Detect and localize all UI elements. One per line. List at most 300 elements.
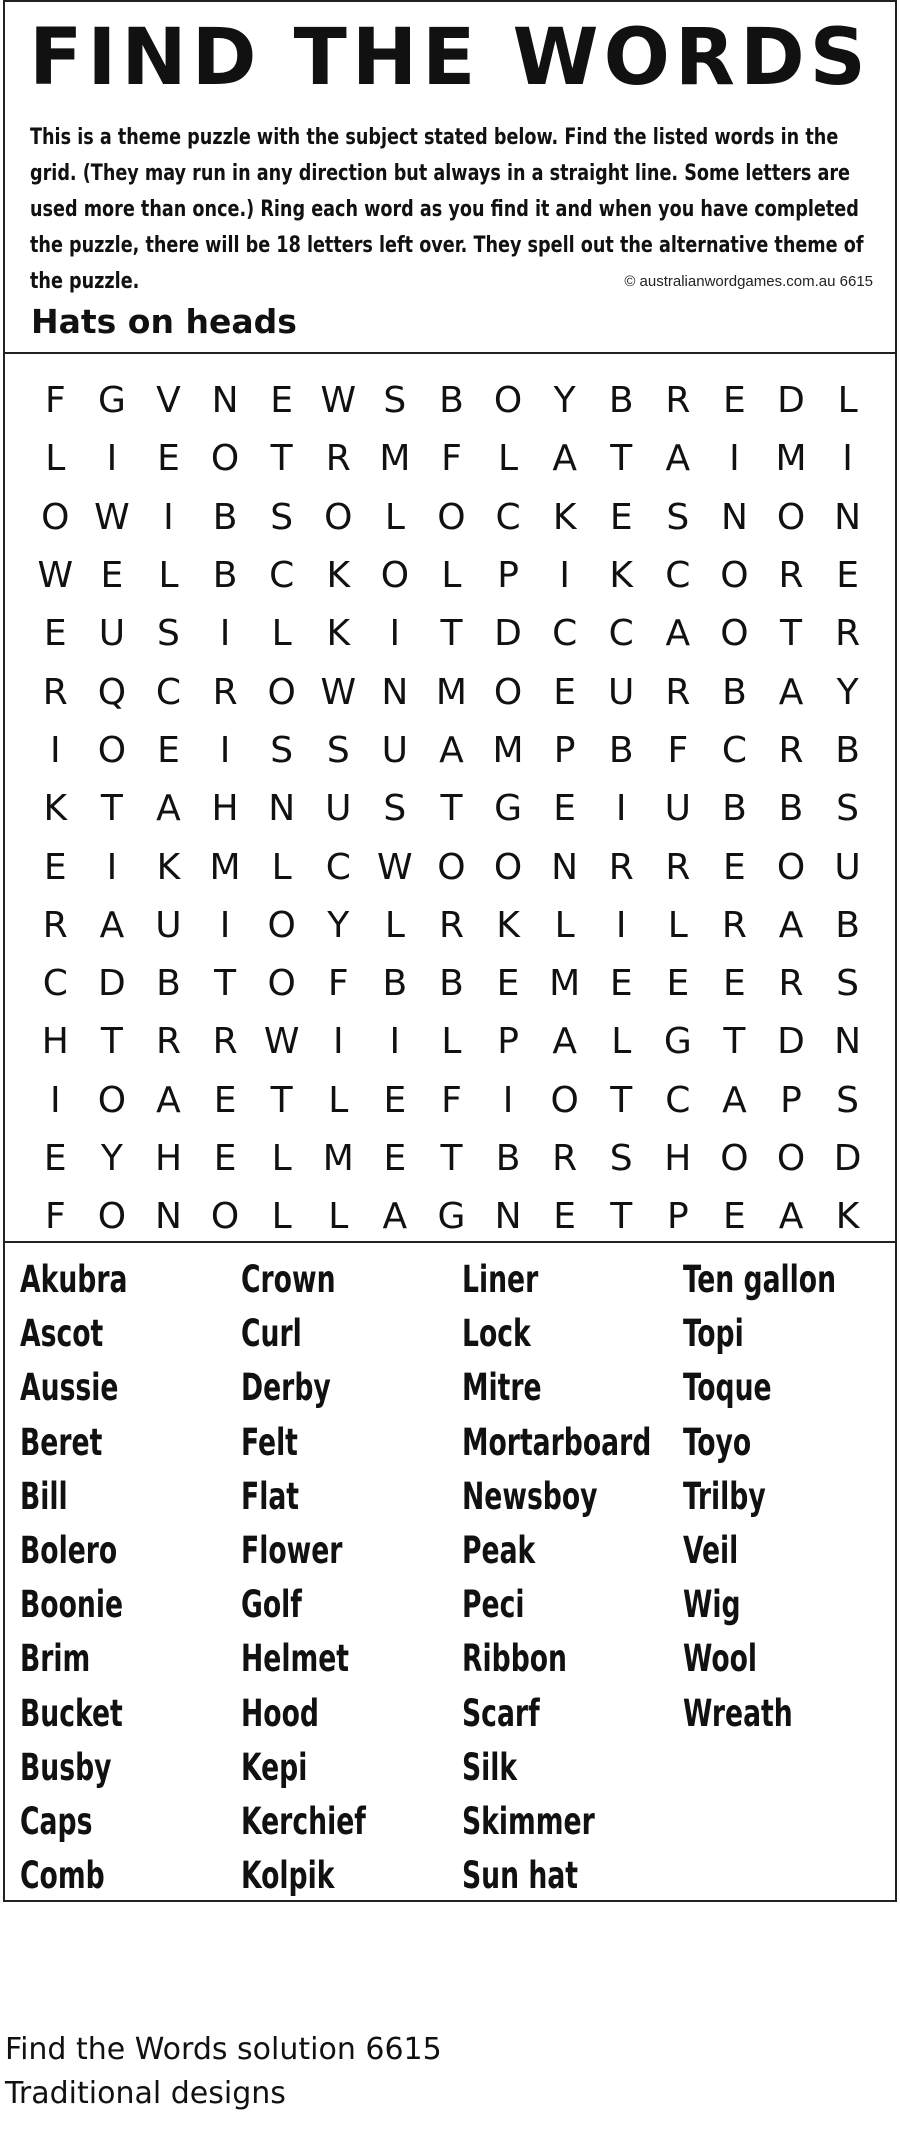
grid-letter[interactable]: E (553, 788, 577, 830)
grid-letter[interactable]: B (778, 788, 804, 830)
grid-letter[interactable]: R (778, 555, 804, 597)
grid-letter[interactable]: A (778, 904, 804, 946)
grid-letter[interactable]: I (332, 1021, 344, 1063)
grid-letter[interactable]: E (213, 1138, 237, 1179)
grid-letter[interactable]: R (835, 613, 861, 655)
word-list-item: Wig (683, 1583, 741, 1627)
word-list-item: Wool (683, 1637, 758, 1681)
grid-letter[interactable]: L (271, 1196, 292, 1238)
word-list-item: Wreath (683, 1691, 793, 1735)
grid-letter[interactable]: O (776, 496, 806, 538)
grid-letter[interactable]: Q (97, 671, 127, 713)
grid-letter[interactable]: A (156, 788, 181, 830)
word-list-item: Beret (20, 1420, 103, 1464)
grid-letter[interactable]: O (267, 904, 296, 946)
grid-letter[interactable]: I (389, 1021, 401, 1063)
grid-letter[interactable]: F (441, 1079, 462, 1121)
grid-letter[interactable]: E (723, 846, 746, 888)
grid-letter[interactable]: V (156, 380, 181, 422)
word-list-item: Golf (241, 1583, 302, 1627)
grid-letter[interactable]: A (778, 671, 804, 713)
word-list-item: Boonie (20, 1583, 124, 1627)
word-list-item: Akubra (20, 1258, 128, 1301)
word-list-item: Ascot (20, 1312, 104, 1356)
grid-letter[interactable]: K (552, 496, 577, 538)
grid-letter[interactable]: C (42, 963, 68, 1005)
grid-letter[interactable]: D (777, 1021, 805, 1063)
grid-letter[interactable]: L (441, 555, 462, 597)
grid-letter[interactable]: N (381, 671, 409, 713)
grid-letter[interactable]: L (45, 438, 66, 480)
word-list-item: Silk (462, 1745, 518, 1789)
grid-letter[interactable]: P (553, 729, 576, 771)
grid-letter[interactable]: L (611, 1021, 632, 1063)
grid-letter[interactable]: L (667, 904, 688, 946)
grid-row (27, 1013, 877, 1071)
grid-letter[interactable]: S (836, 788, 860, 830)
grid-letter[interactable]: R (665, 380, 691, 422)
grid-row (27, 955, 877, 1013)
word-list-item: Flat (241, 1474, 300, 1518)
word-list-item: Bill (20, 1474, 68, 1518)
grid-letter[interactable]: T (610, 1196, 633, 1238)
word-column-4 (683, 1253, 874, 1741)
word-list-item: Topi (683, 1312, 744, 1356)
grid-letter[interactable]: E (43, 846, 67, 888)
grid-letter[interactable]: I (219, 613, 231, 655)
grid-letter[interactable]: I (559, 555, 570, 597)
grid-letter[interactable]: M (209, 846, 241, 888)
word-list-item: Scarf (462, 1691, 540, 1735)
grid-letter[interactable]: K (326, 555, 351, 597)
grid-letter[interactable]: A (156, 1079, 181, 1121)
word-list-item: Toque (683, 1366, 772, 1410)
word-list-item: Derby (241, 1366, 331, 1410)
grid-letter[interactable]: W (377, 846, 413, 888)
grid-letter[interactable]: L (554, 904, 575, 946)
grid-letter[interactable]: B (212, 496, 238, 538)
grid-letter[interactable]: T (780, 613, 803, 655)
grid-letter[interactable]: A (552, 438, 577, 480)
grid-letter[interactable]: S (270, 729, 294, 771)
grid-letter[interactable]: U (664, 788, 691, 830)
puzzle-title: FIND THE WORDS (29, 13, 871, 103)
letter-grid (27, 372, 877, 1246)
grid-letter[interactable]: B (439, 380, 464, 422)
grid-letter[interactable]: L (328, 1196, 349, 1238)
grid-letter[interactable]: R (155, 1021, 181, 1063)
grid-letter[interactable]: E (609, 496, 633, 538)
grid-letter[interactable]: I (163, 496, 174, 538)
grid-letter[interactable]: O (720, 1138, 749, 1179)
copyright-notice: © australianwordgames.com.au 6615 (624, 273, 873, 290)
grid-letter[interactable]: H (664, 1138, 692, 1179)
grid-letter[interactable]: O (97, 729, 127, 771)
word-list-item: Ten gallon (683, 1258, 837, 1301)
grid-letter[interactable]: O (210, 1196, 240, 1238)
grid-letter[interactable]: T (440, 788, 463, 830)
grid-letter[interactable]: G (663, 1021, 692, 1063)
grid-letter[interactable]: K (326, 613, 351, 655)
grid-letter[interactable]: B (835, 729, 860, 771)
grid-letter[interactable]: Y (100, 1138, 123, 1179)
word-list-item: Curl (241, 1312, 302, 1356)
grid-letter[interactable]: L (837, 380, 858, 422)
grid-letter[interactable]: M (435, 671, 467, 713)
grid-letter[interactable]: D (98, 963, 126, 1005)
grid-letter[interactable]: L (271, 613, 292, 655)
word-column-2 (241, 1253, 397, 1903)
grid-letter[interactable]: C (155, 671, 182, 713)
grid-letter[interactable]: B (608, 729, 634, 771)
grid-letter[interactable]: G (437, 1196, 466, 1238)
grid-row (27, 547, 877, 605)
solution-answer: Traditional designs (5, 2076, 286, 2111)
grid-letter[interactable]: C (665, 555, 691, 597)
grid-letter[interactable]: S (383, 380, 407, 422)
word-list-item: Brim (20, 1637, 91, 1681)
grid-letter[interactable]: R (778, 963, 804, 1005)
grid-letter[interactable]: G (97, 380, 126, 422)
grid-letter[interactable]: E (157, 729, 180, 771)
grid-letter[interactable]: C (721, 729, 747, 771)
grid-letter[interactable]: L (441, 1021, 462, 1063)
grid-letter[interactable]: O (776, 1138, 806, 1179)
grid-row (27, 605, 877, 663)
word-list-item: Comb (20, 1854, 105, 1898)
grid-letter[interactable]: U (381, 729, 409, 771)
grid-letter[interactable]: R (665, 846, 691, 888)
grid-letter[interactable]: E (836, 555, 859, 597)
grid-letter[interactable]: T (270, 438, 293, 480)
grid-row (27, 1188, 877, 1246)
grid-letter[interactable]: E (553, 1196, 577, 1238)
word-list-item: Bolero (20, 1529, 118, 1573)
word-list-item: Liner (462, 1258, 539, 1301)
grid-letter[interactable]: N (155, 1196, 182, 1238)
grid-row (27, 722, 877, 780)
grid-letter[interactable]: T (214, 963, 237, 1005)
grid-row (27, 372, 877, 430)
grid-letter[interactable]: W (320, 380, 357, 422)
word-list-item: Hood (241, 1691, 319, 1735)
grid-letter[interactable]: E (270, 380, 294, 422)
grid-letter[interactable]: O (437, 496, 466, 538)
word-list-item: Bucket (20, 1691, 123, 1735)
grid-letter[interactable]: F (327, 963, 349, 1005)
grid-letter[interactable]: O (493, 671, 523, 713)
grid-letter[interactable]: R (438, 904, 464, 946)
grid-letter[interactable]: U (608, 671, 635, 713)
word-list-item: Sun hat (462, 1854, 579, 1898)
word-list-item: Lock (462, 1312, 531, 1356)
grid-letter[interactable]: E (157, 438, 180, 480)
grid-letter[interactable]: P (666, 1196, 689, 1238)
grid-letter[interactable]: B (835, 904, 860, 946)
puzzle-card (3, 0, 897, 1902)
grid-letter[interactable]: C (325, 846, 351, 888)
grid-letter[interactable]: I (615, 788, 627, 830)
grid-letter[interactable]: R (721, 904, 747, 946)
grid-letter[interactable]: T (270, 1079, 293, 1121)
grid-letter[interactable]: L (384, 904, 405, 946)
grid-letter[interactable]: O (267, 671, 296, 713)
grid-letter[interactable]: E (723, 380, 746, 422)
grid-letter[interactable]: B (156, 963, 181, 1005)
grid-letter[interactable]: D (833, 1138, 862, 1179)
grid-letter[interactable]: B (495, 1138, 521, 1179)
grid-letter[interactable]: A (722, 1079, 747, 1121)
grid-letter[interactable]: O (720, 555, 749, 597)
grid-letter[interactable]: E (609, 963, 633, 1005)
grid-letter[interactable]: L (384, 496, 405, 538)
grid-letter[interactable]: L (328, 1079, 349, 1121)
word-list-item: Newsboy (462, 1474, 598, 1518)
word-list-item: Peak (462, 1529, 536, 1573)
grid-letter[interactable]: K (43, 788, 68, 830)
grid-letter[interactable]: T (100, 1021, 123, 1063)
grid-row (27, 780, 877, 838)
word-list (5, 1243, 895, 1898)
grid-letter[interactable]: M (549, 963, 581, 1005)
grid-letter[interactable]: I (615, 904, 627, 946)
grid-letter[interactable]: E (496, 963, 520, 1005)
grid-letter[interactable]: Y (836, 671, 859, 713)
grid-letter[interactable]: S (157, 613, 180, 655)
grid-letter[interactable]: E (553, 671, 577, 713)
grid-letter[interactable]: L (498, 438, 519, 480)
grid-letter[interactable]: S (609, 1138, 633, 1179)
grid-letter[interactable]: P (780, 1079, 802, 1121)
grid-letter[interactable]: D (777, 380, 805, 422)
grid-row (27, 430, 877, 488)
word-list-item: Kolpik (241, 1854, 335, 1898)
grid-letter[interactable]: O (493, 846, 523, 888)
grid-letter[interactable]: N (834, 496, 862, 538)
grid-letter[interactable]: O (437, 846, 466, 888)
grid-letter[interactable]: I (729, 438, 740, 480)
grid-letter[interactable]: B (439, 963, 464, 1005)
grid-letter[interactable]: H (154, 1138, 183, 1179)
grid-letter[interactable]: L (158, 555, 179, 597)
grid-letter[interactable]: R (608, 846, 634, 888)
word-column-3 (462, 1253, 699, 1903)
grid-letter[interactable]: W (37, 555, 74, 597)
grid-letter[interactable]: D (494, 613, 522, 655)
word-list-item: Trilby (683, 1474, 766, 1518)
grid-letter[interactable]: W (320, 671, 357, 713)
grid-row (27, 1130, 877, 1188)
grid-letter[interactable]: R (778, 729, 804, 771)
grid-letter[interactable]: C (269, 555, 295, 597)
word-list-item: Felt (241, 1420, 298, 1464)
grid-letter[interactable]: M (379, 438, 411, 480)
word-list-item: Caps (20, 1800, 93, 1844)
grid-letter[interactable]: C (665, 1079, 691, 1121)
grid-letter[interactable]: F (44, 1196, 66, 1238)
grid-letter[interactable]: K (609, 555, 634, 597)
word-list-item: Kepi (241, 1745, 308, 1789)
grid-row (27, 663, 877, 721)
grid-letter[interactable]: R (212, 671, 238, 713)
grid-letter[interactable]: K (835, 1196, 860, 1238)
grid-letter[interactable]: I (502, 1079, 514, 1121)
grid-letter[interactable]: N (211, 380, 239, 422)
grid-letter[interactable]: C (495, 496, 521, 538)
grid-letter[interactable]: A (439, 729, 464, 771)
grid-letter[interactable]: O (97, 1196, 127, 1238)
grid-row (27, 897, 877, 955)
grid-letter[interactable]: C (552, 613, 578, 655)
grid-letter[interactable]: O (97, 1079, 127, 1121)
grid-letter[interactable]: O (550, 1079, 579, 1121)
grid-letter[interactable]: A (99, 904, 125, 946)
grid-letter[interactable]: R (42, 671, 68, 713)
grid-letter[interactable]: N (834, 1021, 862, 1063)
grid-letter[interactable]: O (210, 438, 240, 480)
grid-letter[interactable]: E (213, 1079, 237, 1121)
grid-letter[interactable]: P (497, 555, 519, 597)
grid-letter[interactable]: L (271, 1138, 292, 1179)
grid-letter[interactable]: S (666, 496, 690, 538)
grid-letter[interactable]: U (834, 846, 861, 888)
grid-letter[interactable]: I (49, 1079, 61, 1121)
grid-letter[interactable]: S (383, 788, 407, 830)
word-list-item: Aussie (20, 1366, 119, 1410)
grid-letter[interactable]: B (722, 671, 747, 713)
grid-letter[interactable]: S (326, 729, 350, 771)
grid-letter[interactable]: T (723, 1021, 746, 1063)
grid-letter[interactable]: R (325, 438, 351, 480)
instructions-text: This is a theme puzzle with the subject stated below. Find the listed words in the grid. (They may run in any direction but always in a straight line. Some letters are used more than once.) Ring each word as you find it and when you have completed the puzzle, there will be 18 letters left over. They spell out the alternative theme of the puzzle. (30, 124, 864, 294)
grid-letter[interactable]: O (41, 496, 70, 538)
grid-row (27, 1072, 877, 1130)
grid-letter[interactable]: B (382, 963, 408, 1005)
grid-letter[interactable]: E (383, 1138, 407, 1179)
grid-letter[interactable]: E (723, 1196, 746, 1238)
grid-letter[interactable]: F (441, 438, 462, 480)
word-list-item: Busby (20, 1745, 112, 1789)
grid-letter[interactable]: E (723, 963, 746, 1005)
grid-letter[interactable]: T (440, 613, 463, 655)
word-list-item: Kerchief (241, 1800, 366, 1844)
grid-letter[interactable]: O (776, 846, 806, 888)
letter-grid-area (5, 354, 895, 1243)
grid-letter[interactable]: T (610, 438, 633, 480)
grid-letter[interactable]: W (263, 1021, 300, 1063)
grid-letter[interactable]: M (775, 438, 807, 480)
grid-letter[interactable]: O (720, 613, 749, 655)
word-list-item: Helmet (241, 1637, 350, 1681)
grid-letter[interactable]: R (552, 1138, 578, 1179)
word-list-item: Skimmer (462, 1800, 595, 1844)
grid-letter[interactable]: P (497, 1021, 519, 1063)
grid-letter[interactable]: I (106, 846, 118, 888)
grid-letter[interactable]: K (496, 904, 520, 946)
grid-letter[interactable]: F (44, 380, 66, 422)
word-list-item: Mortarboard (462, 1420, 652, 1464)
solution-title: Find the Words solution 6615 (5, 2032, 442, 2067)
grid-letter[interactable]: T (100, 788, 123, 830)
grid-letter[interactable]: S (836, 963, 860, 1005)
grid-letter[interactable]: O (493, 380, 523, 422)
grid-letter[interactable]: I (219, 904, 231, 946)
grid-letter[interactable]: L (271, 846, 292, 888)
grid-letter[interactable]: Y (553, 380, 576, 422)
grid-row (27, 838, 877, 896)
grid-letter[interactable]: A (665, 438, 691, 480)
grid-letter[interactable]: W (94, 496, 130, 538)
grid-letter[interactable]: H (211, 788, 239, 830)
grid-letter[interactable]: B (722, 788, 747, 830)
grid-letter[interactable]: G (494, 788, 522, 830)
grid-letter[interactable]: U (155, 904, 182, 946)
grid-letter[interactable]: K (156, 846, 181, 888)
grid-letter[interactable]: S (836, 1079, 860, 1121)
grid-letter[interactable]: R (665, 671, 691, 713)
grid-letter[interactable]: H (41, 1021, 69, 1063)
grid-letter[interactable]: I (49, 729, 61, 771)
grid-letter[interactable]: F (667, 729, 689, 771)
puzzle-header (5, 2, 895, 354)
grid-letter[interactable]: E (100, 555, 124, 597)
word-list-item: Veil (683, 1529, 739, 1573)
grid-letter[interactable]: N (268, 788, 296, 830)
grid-letter[interactable]: N (494, 1196, 522, 1238)
grid-letter[interactable]: N (720, 496, 748, 538)
word-list-item: Flower (241, 1529, 343, 1573)
word-list-item: Toyo (683, 1420, 752, 1464)
grid-letter[interactable]: A (778, 1196, 804, 1238)
grid-letter[interactable]: U (98, 613, 126, 655)
solution-note (5, 2028, 442, 2116)
grid-letter[interactable]: O (324, 496, 353, 538)
grid-letter[interactable]: S (270, 496, 294, 538)
grid-letter[interactable]: N (551, 846, 579, 888)
word-list-item: Peci (462, 1583, 525, 1627)
grid-letter[interactable]: I (219, 729, 231, 771)
grid-letter[interactable]: I (842, 438, 853, 480)
grid-letter[interactable]: E (43, 1138, 67, 1179)
grid-letter[interactable]: B (608, 380, 634, 422)
grid-letter[interactable]: C (608, 613, 634, 655)
word-list-item: Crown (241, 1258, 336, 1301)
word-list-item: Ribbon (462, 1637, 568, 1681)
grid-letter[interactable]: R (42, 904, 68, 946)
grid-letter[interactable]: T (610, 1079, 633, 1121)
grid-row (27, 489, 877, 547)
grid-letter[interactable]: A (382, 1196, 408, 1238)
grid-letter[interactable]: T (440, 1138, 463, 1179)
grid-letter[interactable]: A (552, 1021, 577, 1063)
grid-letter[interactable]: E (43, 613, 67, 655)
word-list-item: Mitre (462, 1366, 542, 1410)
grid-letter[interactable]: M (492, 729, 524, 771)
puzzle-subject: Hats on heads (31, 302, 297, 341)
grid-letter[interactable]: O (267, 963, 296, 1005)
grid-letter[interactable]: E (666, 963, 690, 1005)
grid-letter[interactable]: B (212, 555, 238, 597)
grid-letter[interactable]: I (106, 438, 118, 480)
grid-letter[interactable]: O (380, 555, 410, 597)
grid-letter[interactable]: U (325, 788, 352, 830)
grid-letter[interactable]: Y (327, 904, 350, 946)
grid-letter[interactable]: I (389, 613, 401, 655)
grid-letter[interactable]: M (322, 1138, 354, 1179)
grid-letter[interactable]: E (383, 1079, 407, 1121)
grid-letter[interactable]: R (212, 1021, 238, 1063)
grid-letter[interactable]: A (665, 613, 691, 655)
